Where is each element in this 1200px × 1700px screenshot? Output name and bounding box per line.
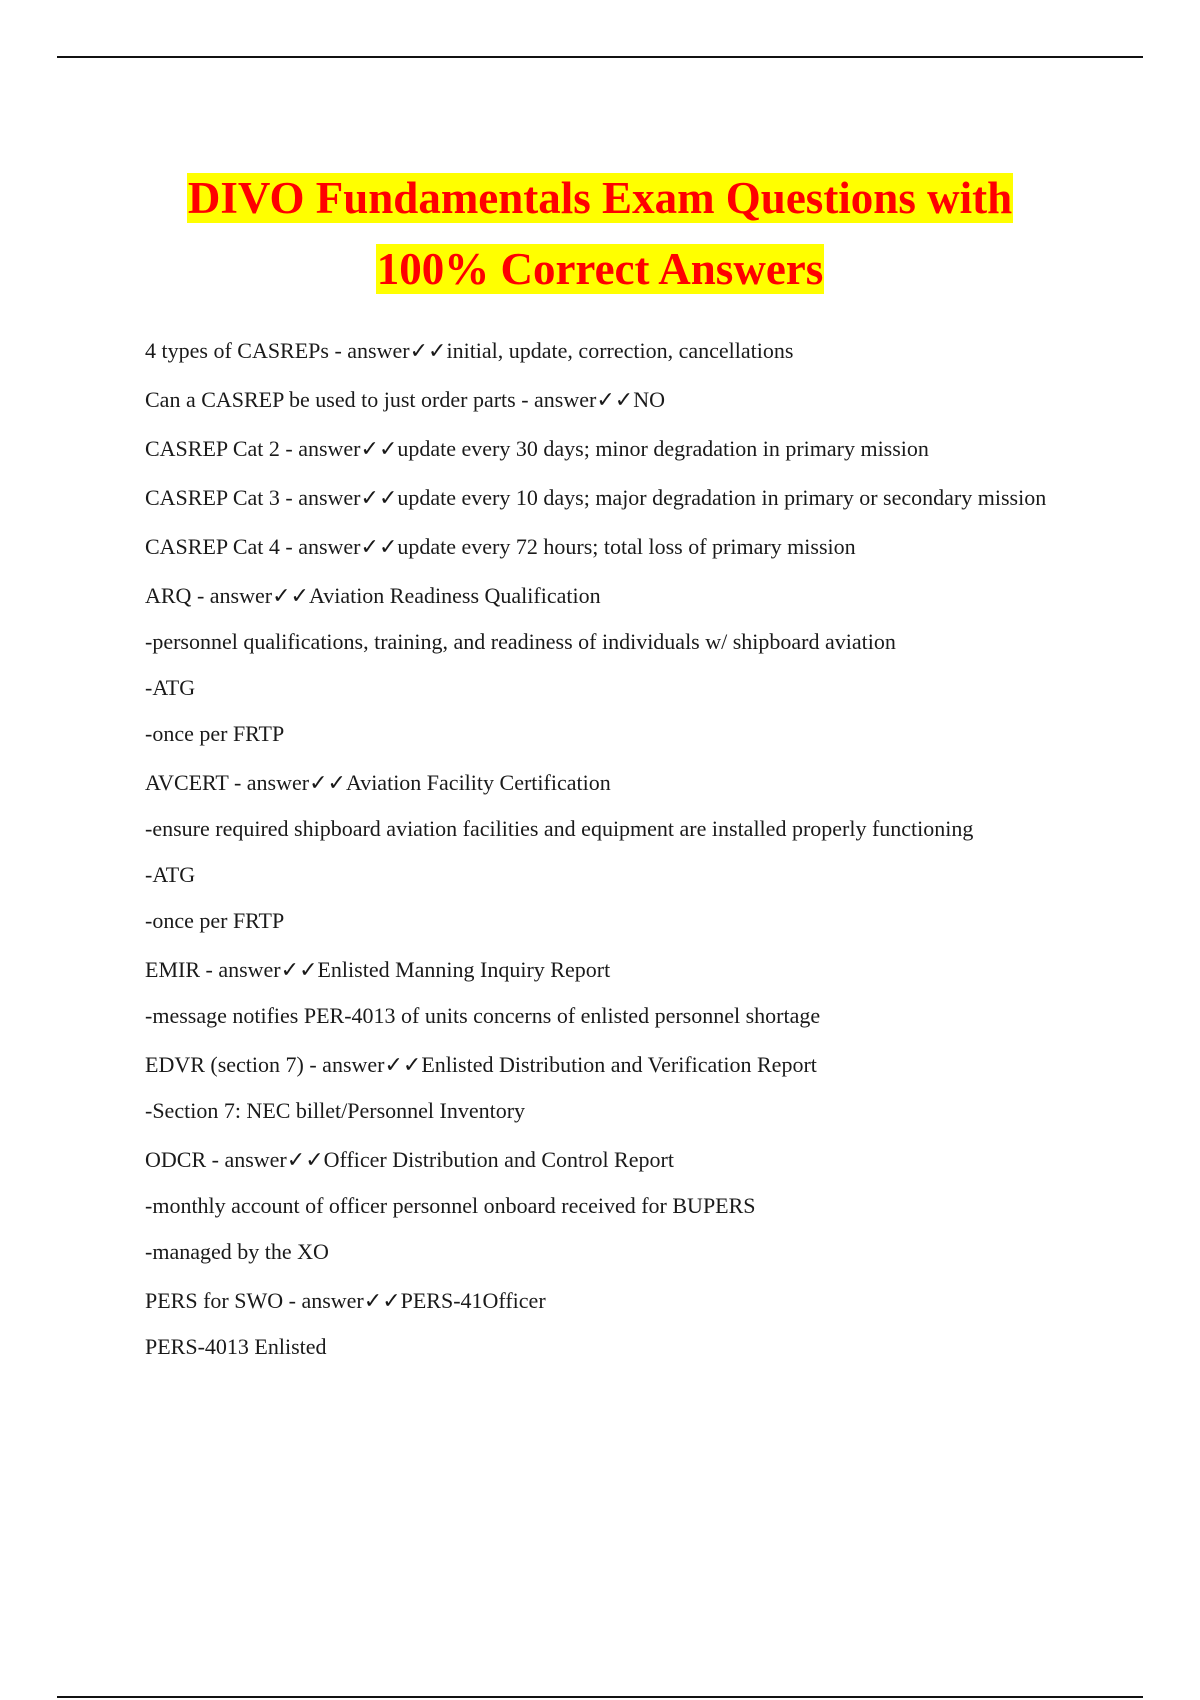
qa-line: 4 types of CASREPs - answer✓✓initial, update, correction, cancellations <box>145 338 794 363</box>
qa-line: EDVR (section 7) - answer✓✓Enlisted Distribution and Verification Report <box>145 1052 817 1077</box>
qa-line: AVCERT - answer✓✓Aviation Facility Certification <box>145 770 611 795</box>
detail-line: -once per FRTP <box>145 721 285 746</box>
document-body <box>145 335 1060 1363</box>
title-line-1: DIVO Fundamentals Exam Questions with <box>187 173 1013 223</box>
detail-line: -managed by the XO <box>145 1239 329 1264</box>
detail-line: -personnel qualifications, training, and readiness of individuals w/ shipboard aviation <box>145 629 896 654</box>
qa-line: EMIR - answer✓✓Enlisted Manning Inquiry Report <box>145 957 611 982</box>
detail-line: -message notifies PER-4013 of units concerns of enlisted personnel shortage <box>145 1003 821 1028</box>
document-title <box>100 168 1100 310</box>
detail-line: -ATG <box>145 675 196 700</box>
qa-line: CASREP Cat 2 - answer✓✓update every 30 days; minor degradation in primary mission <box>145 436 929 461</box>
title-line-2: 100% Correct Answers <box>376 244 824 294</box>
detail-line: -Section 7: NEC billet/Personnel Inventory <box>145 1098 526 1123</box>
qa-line: CASREP Cat 4 - answer✓✓update every 72 hours; total loss of primary mission <box>145 534 856 559</box>
qa-line: CASREP Cat 3 - answer✓✓update every 10 days; major degradation in primary or secondary mission <box>145 485 1047 510</box>
detail-line: -ATG <box>145 862 196 887</box>
top-rule <box>57 56 1143 58</box>
detail-line: -once per FRTP <box>145 908 285 933</box>
qa-line: Can a CASREP be used to just order parts - answer✓✓NO <box>145 387 665 412</box>
qa-line: ARQ - answer✓✓Aviation Readiness Qualification <box>145 583 601 608</box>
detail-line: -ensure required shipboard aviation facilities and equipment are installed properly functioning <box>145 816 974 841</box>
detail-line: PERS-4013 Enlisted <box>145 1334 327 1359</box>
bottom-rule <box>57 1696 1143 1698</box>
detail-line: -monthly account of officer personnel onboard received for BUPERS <box>145 1193 756 1218</box>
qa-line: PERS for SWO - answer✓✓PERS-41Officer <box>145 1288 546 1313</box>
qa-line: ODCR - answer✓✓Officer Distribution and Control Report <box>145 1147 674 1172</box>
